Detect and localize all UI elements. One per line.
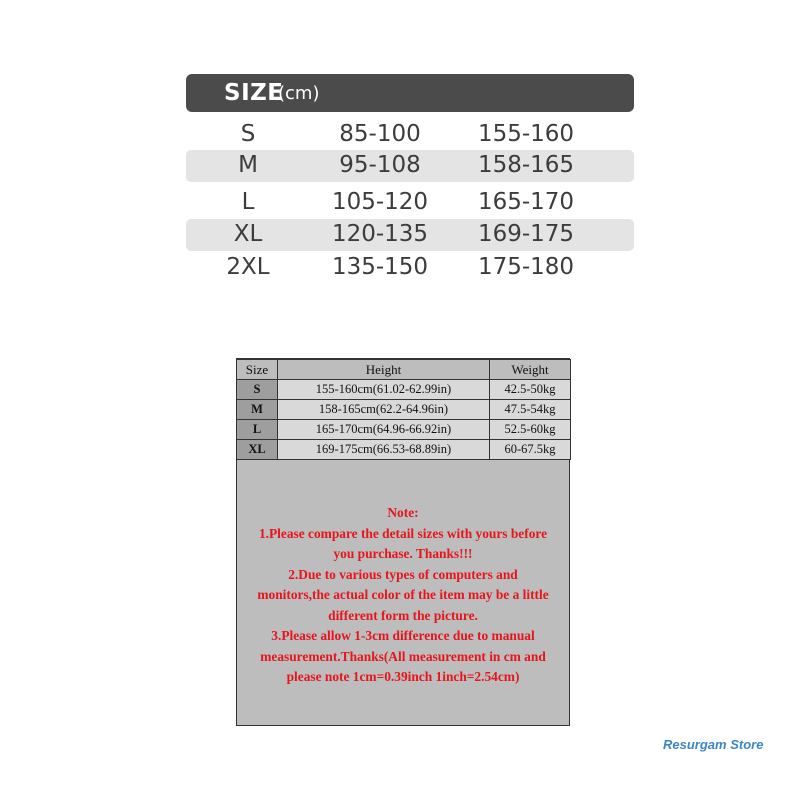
- size-cell: L: [237, 420, 278, 440]
- weight-cell: 47.5-54kg: [490, 400, 571, 420]
- height-cell: 155-160cm(61.02-62.99in): [278, 380, 490, 400]
- size-row: [186, 187, 634, 219]
- note-title: Note:: [387, 505, 419, 520]
- size-cell: S: [240, 121, 256, 147]
- range-cell: 169-175: [477, 221, 575, 247]
- range-cell: 105-120: [331, 189, 429, 215]
- size-row: [186, 119, 634, 151]
- weight-cell: 52.5-60kg: [490, 420, 571, 440]
- size-cell: M: [237, 400, 278, 420]
- size-table-header: [186, 74, 634, 112]
- range-cell: 175-180: [477, 254, 575, 280]
- note-line: measurement.Thanks(All measurement in cm and: [260, 648, 546, 664]
- size-cell: M: [238, 152, 258, 178]
- note-line: 1.Please compare the detail sizes with yours before: [258, 525, 548, 541]
- note-line: 2.Due to various types of computers and: [288, 566, 518, 582]
- size-header-label: SIZE: [224, 80, 284, 106]
- range-cell: 85-100: [339, 121, 421, 147]
- range-cell: 135-150: [331, 254, 429, 280]
- height-cell: 165-170cm(64.96-66.92in): [278, 420, 490, 440]
- height-cell: 158-165cm(62.2-64.96in): [278, 400, 490, 420]
- note-line: different form the picture.: [328, 607, 478, 623]
- size-row: [186, 219, 634, 251]
- weight-cell: 42.5-50kg: [490, 380, 571, 400]
- size-row: [186, 150, 634, 182]
- store-watermark: Resurgam Store: [663, 737, 764, 752]
- table-row: [237, 420, 571, 440]
- note-text: [237, 503, 569, 688]
- size-header-unit: (cm): [278, 83, 320, 104]
- header-size: Size: [237, 360, 278, 380]
- size-cell: S: [237, 380, 278, 400]
- range-cell: 95-108: [339, 152, 421, 178]
- size-row: [186, 252, 634, 284]
- header-height: Height: [278, 360, 490, 380]
- note-line: monitors,the actual color of the item may be a little: [257, 587, 549, 602]
- weight-cell: 60-67.5kg: [490, 440, 571, 460]
- size-cell: L: [241, 189, 255, 215]
- note-line: please note 1cm=0.39inch 1inch=2.54cm): [286, 669, 520, 684]
- size-cell: 2XL: [226, 254, 270, 280]
- range-cell: 120-135: [331, 221, 429, 247]
- size-chart-table: [236, 359, 571, 460]
- note-line: you purchase. Thanks!!!: [333, 546, 473, 561]
- size-cell: XL: [237, 440, 278, 460]
- table-header-row: [237, 360, 571, 380]
- height-cell: 169-175cm(66.53-68.89in): [278, 440, 490, 460]
- note-line: 3.Please allow 1-3cm difference due to manual: [271, 628, 535, 643]
- table-row: [237, 400, 571, 420]
- header-weight: Weight: [490, 360, 571, 380]
- table-row: [237, 380, 571, 400]
- table-row: [237, 440, 571, 460]
- size-cell: XL: [233, 221, 263, 247]
- range-cell: 165-170: [477, 189, 575, 215]
- range-cell: 155-160: [477, 121, 575, 147]
- range-cell: 158-165: [477, 152, 575, 178]
